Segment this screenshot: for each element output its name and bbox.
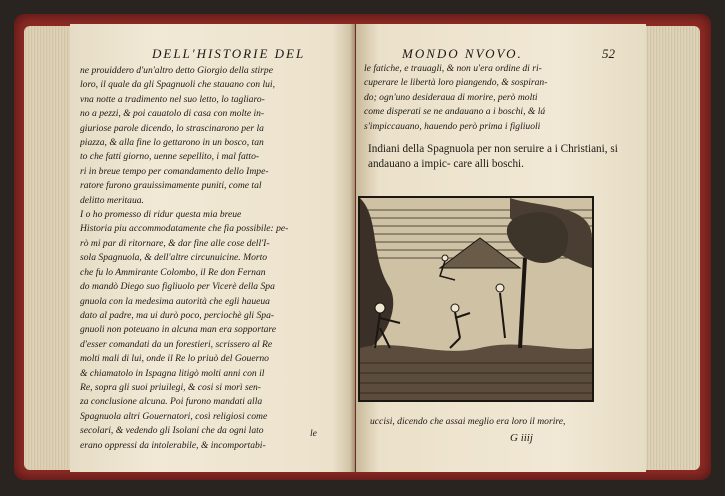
text-line: ri in breue tempo per comandamento dello Impe- bbox=[80, 165, 269, 177]
right-page-edges bbox=[640, 26, 700, 470]
text-line: do mandò Diego suo figliuolo per Vicerè della Spa bbox=[80, 281, 275, 293]
signature-mark: G iiij bbox=[510, 432, 533, 444]
text-line: molti mali di lui, onde il Re lo priuò del Gouerno bbox=[80, 353, 269, 365]
text-line: giuriose parole dicendo, lo strascinarono per la bbox=[80, 122, 264, 134]
text-line: loro, il quale da gli Spagnuoli che stauano con lui, bbox=[80, 79, 275, 91]
right-page bbox=[356, 24, 646, 472]
right-page-text bbox=[364, 62, 640, 134]
text-line: Spagnuola altri Gouernatori, così religiosi come bbox=[80, 410, 268, 422]
text-line: Historia piu accommodatamente che fia possibile: pe- bbox=[80, 223, 289, 235]
left-catchword: le bbox=[310, 428, 317, 439]
left-page bbox=[70, 24, 355, 472]
text-line: Re, sopra gli suoi priuilegi, & cosi si morì sen- bbox=[80, 381, 261, 393]
text-line: gnuola con la medesima autorità che egli haueua bbox=[80, 295, 270, 307]
text-line: dato al padre, ma ui durò poco, perciochè gli Spa- bbox=[80, 309, 275, 321]
text-line: no a pezzi, & poi cauatolo di casa con molte in- bbox=[80, 108, 265, 120]
text-line: piazza, & alla fine lo gettarono in un bosco, tan bbox=[80, 137, 264, 149]
text-line: sola Spagnuola, & dell'altre circunuicine. Morto bbox=[80, 252, 268, 264]
text-line: rò mi par di ritornare, & dar fine alle cose dell'I- bbox=[80, 237, 270, 249]
text-line: come disperati se ne andauano a i boschi, & lá bbox=[364, 106, 546, 118]
woodcut-caption: Indiani della Spagnuola per non seruire a i Christiani, si andauano a impic- care alli boschi. bbox=[368, 143, 618, 170]
text-line: d'esser comandati da un forestieri, scrissero al Re bbox=[80, 338, 273, 350]
text-line: delitto meritaua. bbox=[80, 194, 144, 206]
text-line: to che fatti giorno, uenne sepellito, i mal fatto- bbox=[80, 151, 260, 163]
text-line: che fu lo Ammirante Colombo, il Re don Fernan bbox=[80, 266, 266, 278]
left-page-text bbox=[80, 64, 348, 453]
text-line: I o ho promesso di ridur questa mia breue bbox=[80, 209, 242, 221]
left-page-edges bbox=[24, 26, 76, 470]
text-line: s'impiccauano, hauendo però prima i figliuoli bbox=[364, 120, 541, 132]
text-line: ne prouiddero d'un'altro detto Giorgio della stirpe bbox=[80, 65, 273, 76]
right-running-head: MONDO NVOVO. bbox=[402, 46, 523, 61]
right-page-last-line: uccisi, dicendo che assai meglio era loro il morire, bbox=[370, 416, 566, 427]
text-line: & chiamatolo in Ispagna litigò molti anni con il bbox=[80, 367, 265, 379]
text-line: ratore furono grauissimamente puniti, come tal bbox=[80, 180, 262, 192]
text-line: secolari, & vedendo gli Isolani che da ogni lato bbox=[80, 425, 264, 437]
text-line: gnuoli non poteuano in alcuna man era sopportare bbox=[80, 324, 277, 336]
text-line: za conclusione alcuna. Poi furono mandati alla bbox=[80, 396, 263, 408]
page-number: 52 bbox=[602, 46, 615, 61]
text-line: le fatiche, e trauagli, & non u'era ordine di ri- bbox=[364, 63, 542, 74]
woodcut-illustration bbox=[358, 196, 594, 402]
text-line: vna notte a tradimento nel suo letto, lo tagliaro- bbox=[80, 93, 265, 105]
left-running-head: DELL'HISTORIE DEL bbox=[152, 46, 306, 61]
woodcut-drawing bbox=[360, 198, 592, 400]
text-line: erano oppressi da intolerabile, & incomportabi- bbox=[80, 439, 266, 451]
text-line: do; ogn'uno desideraua di morire, però molti bbox=[364, 91, 538, 103]
text-line: cuperare le libertà loro piangendo, & sospiran- bbox=[364, 77, 548, 89]
